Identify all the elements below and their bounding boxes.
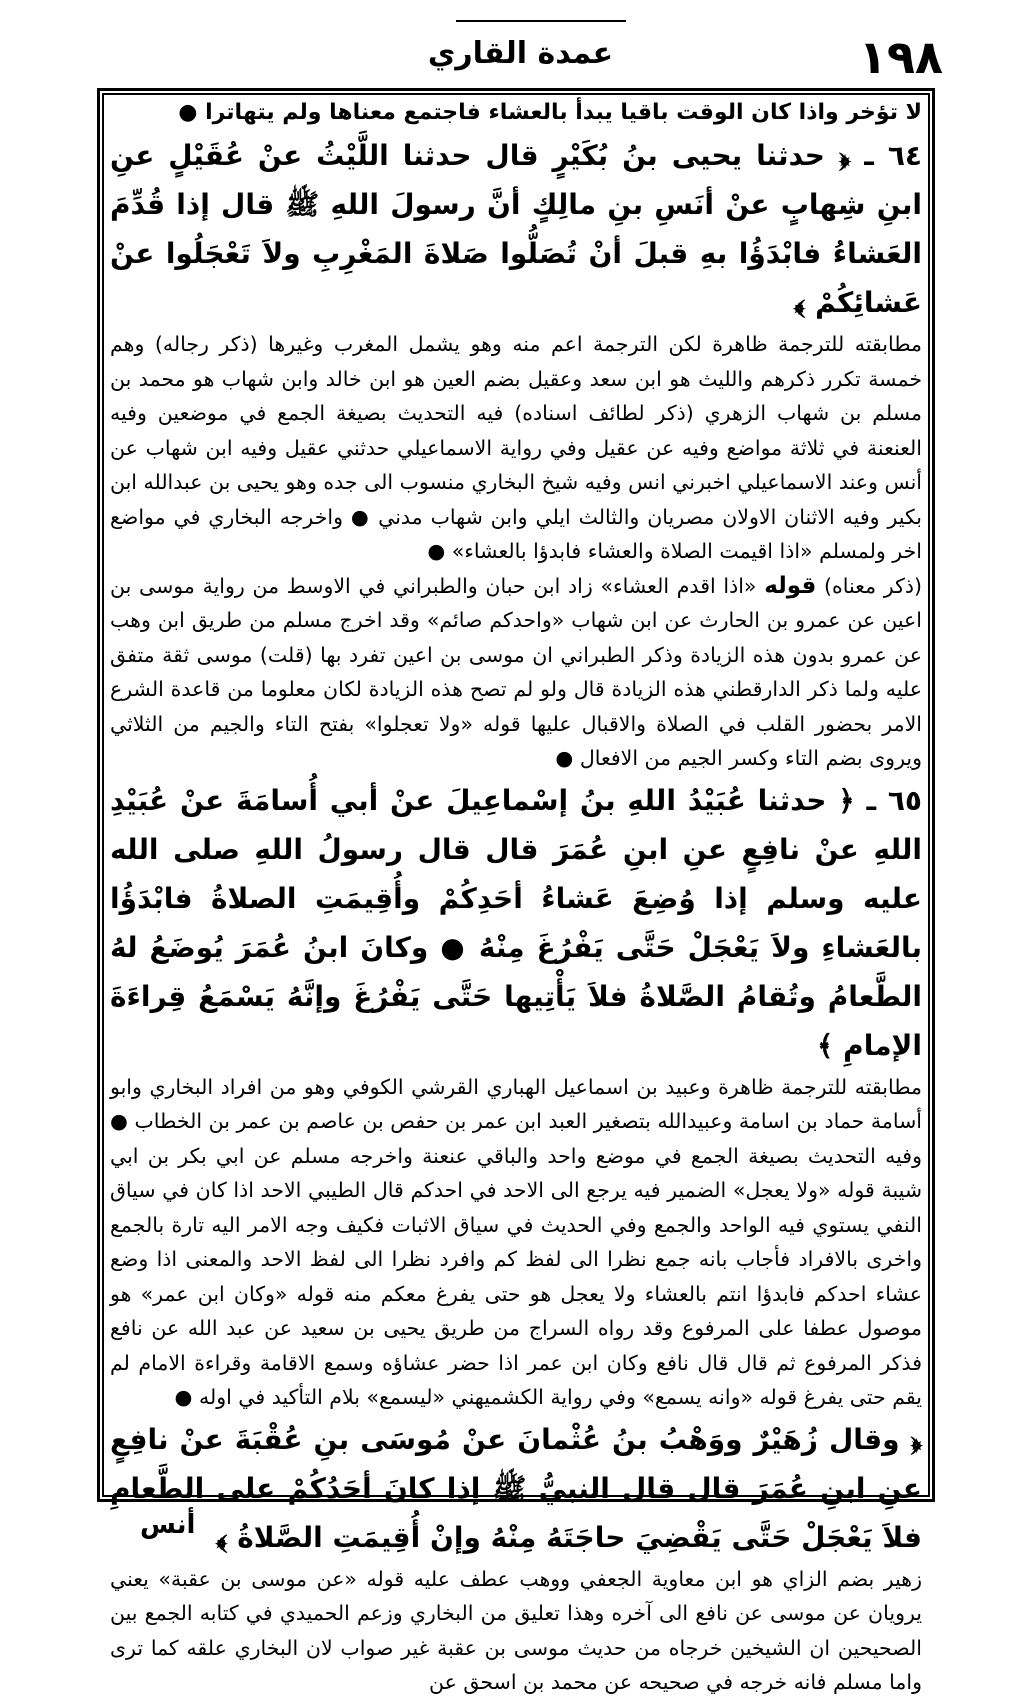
commentary-64-meaning xyxy=(110,569,922,776)
catchword: أنس xyxy=(140,1510,196,1540)
page-header xyxy=(98,28,943,86)
meaning-heading: (ذكر معناه) xyxy=(824,573,922,598)
qawluhu-keyword: قوله xyxy=(764,572,817,599)
header-rule xyxy=(456,20,626,22)
meaning-text: «اذا اقدم العشاء» زاد ابن حبان والطبراني في الاوسط من رواية موسى بن اعين عن عمرو بن الحارث عن ابن شهاب «واحدكم صائم» وقد اخرج مسلم من طريق ابن وهب عن عمرو بدون هذه الزيادة وذكر الطبراني ان موسى بن اعين تفرد بها (قلت) موسى ثقة متفق عليه ولما ذكر الدارقطني هذه الزيادة قال ولو لم تصح هذه الزيادة لكان معلوما من قاعدة الشرع الامر بحضور القلب في الصلاة والاقبال عليها قوله «ولا تعجلوا» بفتح التاء والجيم من الثلاثي ويروى بضم التاء وكسر الجيم من الافعال ● xyxy=(110,573,922,770)
text-frame xyxy=(97,88,935,1694)
commentary-64-narrators: مطابقته للترجمة ظاهرة لكن الترجمة اعم منه وهو يشمل المغرب وغيرها (ذكر رجاله) وهم خمسة تكرر ذكرهم والليث هو ابن سعد وعقيل بضم العين هو ابن خالد وابن شهاب هو محمد بن مسلم بن شهاب الزهري (ذكر لطائف اسناده) فيه التحديث بصيغة الجمع في موضعين وفيه العنعنة في ثلاثة مواضع وفيه عن عقيل وفي رواية الاسماعيلي حدثني عقيل وفيه ابن شهاب عن أنس وعند الاسماعيلي اخبرني انس وفيه شيخ البخاري منسوب الى جده وهو يحيى بن عبدالله ابن بكير وفيه الاثنان الاولان مصريان والثالث ايلي وابن شهاب مدني ● واخرجه البخاري في مواضع اخر ولمسلم «اذا اقيمت الصلاة والعشاء فابدؤا بالعشاء» ● xyxy=(110,332,922,563)
opening-line: لا تؤخر واذا كان الوقت باقيا يبدأ بالعشاء فاجتمع معناها ولم يتهاترا ● xyxy=(178,100,922,125)
commentary-65: مطابقته للترجمة ظاهرة وعبيد بن اسماعيل الهباري القرشي الكوفي وهو من افراد البخاري وابو أسامة حماد بن اسامة وعبيدالله بتصغير العبد ابن عمر بن حفص بن عاصم بن عمر بن الخطاب ● وفيه التحديث بصيغة الجمع في موضع واحد والباقي عنعنة واخرجه مسلم عن ابي بكر بن ابي شيبة قوله «ولا يعجل» الضمير فيه يرجع الى الاحد في احدكم قال الطيبي الاحد اذا كان في سياق النفي يستوي فيه الواحد والجمع وفي الحديث في سياق الاثبات فكيف وجه الامر اليه تارة بالجمع واخرى بالافراد فأجاب بانه جمع نظرا الى لفظ كم وافرد نظرا الى لفظ الاحد والمعنى اذا وضع عشاء احدكم فابدؤا انتم بالعشاء ولا يعجل هو حتى يفرغ معكم منه قوله «وكان ابن عمر» هو موصول عطفا على المرفوع وقد رواه السراج من طريق يحيى بن سعيد عن عبد الله عن نافع فذكر المرفوع ثم قال قال نافع وكان ابن عمر اذا حضر عشاؤه وسمع الاقامة وقراءة الامام لم يقم حتى يفرغ قوله «وانه يسمع» وفي رواية الكشميهني «ليسمع» بلام التأكيد في اوله ● xyxy=(110,1074,922,1409)
hadith-zuhair: ﴿ وقال زُهَيْرٌ ووَهْبُ بنُ عُثْمانَ عنْ مُوسَى بنِ عُقْبَةَ عنْ نافِعٍ عنِ ابنِ عُمَرَ قال قال النبيُّ ﷺ إذا كانَ أحَدُكُمْ على الطَّعامِ فلاَ يَعْجَلْ حَتَّى يَقْضِيَ حاجَتَهُ مِنْهُ وإنْ أُقِيمَتِ الصَّلاةُ ﴾ xyxy=(110,1422,922,1554)
hadith-65: ٦٥ ـ ﴿ حدثنا عُبَيْدُ اللهِ بنُ إسْماعِيلَ عنْ أبي أُسامَةَ عنْ عُبَيْدِ اللهِ عنْ نافِعٍ عنِ ابنِ عُمَرَ قال قال رسولُ اللهِ صلى الله عليه وسلم إذا وُضِعَ عَشاءُ أحَدِكُمْ وأُقِيمَتِ الصلاةُ فابْدَؤُا بالعَشاءِ ولاَ يَعْجَلْ حَتَّى يَفْرُغَ مِنْهُ ● وكانَ ابنُ عُمَرَ يُوضَعُ لهُ الطَّعامُ وتُقامُ الصَّلاةُ فلاَ يَأْتِيها حَتَّى يَفْرُغَ وإنَّهُ يَسْمَعُ قِراءَةَ الإمامِ ﴾ xyxy=(110,783,922,1062)
page-number: ١٩٨ xyxy=(858,30,943,84)
running-title: عمدة القاري xyxy=(427,36,614,71)
page-content xyxy=(110,95,922,1700)
hadith-64: ٦٤ ـ ﴿ حدثنا يحيى بنُ بُكَيْرٍ قال حدثنا اللَّيْثُ عنْ عُقَيْلٍ عنِ ابنِ شِهابٍ عنْ أنَسِ بنِ مالِكٍ أنَّ رسولَ اللهِ ﷺ قال إذا قُدِّمَ العَشاءُ فابْدَؤُا بهِ قبلَ أنْ تُصَلُّوا صَلاةَ المَغْرِبِ ولاَ تَعْجَلُوا عنْ عَشائِكُمْ ﴾ xyxy=(110,139,922,319)
commentary-zuhair: زهير بضم الزاي هو ابن معاوية الجعفي ووهب عطف عليه قوله «عن موسى بن عقبة» يعني يرويان عن موسى عن نافع الى آخره وهذا تعليق من البخاري وزعم الحميدي في كتابه الجمع بين الصحيحين ان الشيخين خرجاه من حديث موسى بن عقبة غير صواب لان البخاري علقه كما ترى واما مسلم فانه خرجه في صحيحه عن محمد بن اسحق عن xyxy=(110,1566,922,1694)
